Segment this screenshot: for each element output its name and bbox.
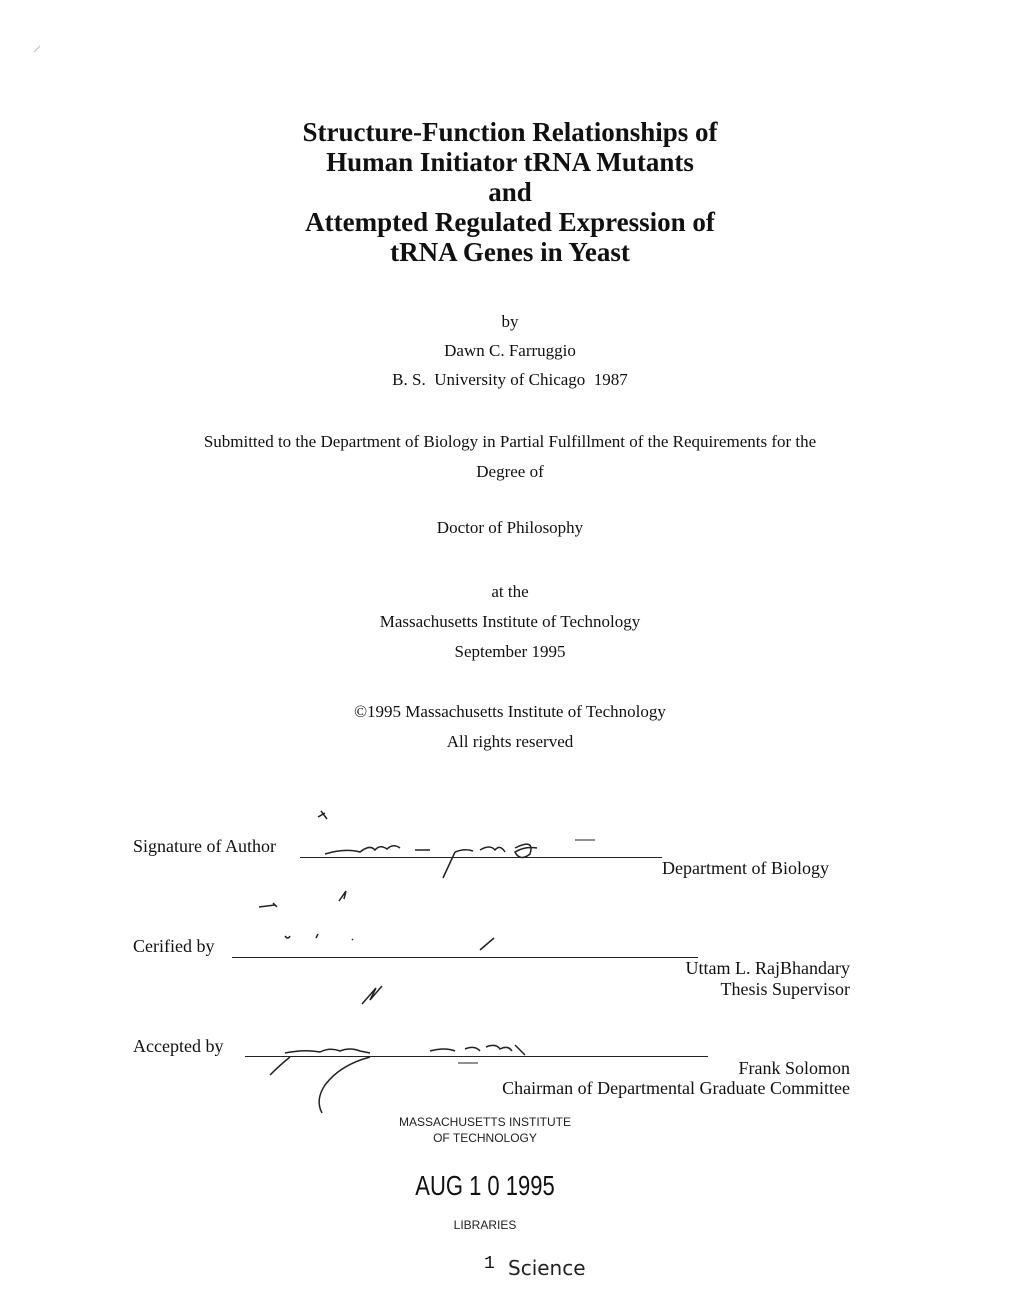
stamp-date: AUG 1 0 1995 xyxy=(415,1170,555,1202)
institution-block xyxy=(0,577,1020,667)
author-signature-label: Signature of Author xyxy=(133,836,276,856)
degree-name: Doctor of Philosophy xyxy=(436,518,584,537)
author-department: Department of Biology xyxy=(662,858,829,878)
rights-line: All rights reserved xyxy=(446,732,574,751)
degree-of: Degree of xyxy=(476,462,544,481)
stamp-libraries: LIBRARIES xyxy=(453,1218,517,1232)
copyright-line: ©1995 Massachusetts Institute of Technology xyxy=(354,702,666,721)
submission-statement xyxy=(0,427,1020,487)
title-line: Human Initiator tRNA Mutants xyxy=(326,147,694,177)
accepted-signature xyxy=(250,1035,550,1115)
submission-line: Submitted to the Department of Biology in Partial Fulfillment of the Requirements for the xyxy=(203,432,817,451)
certified-label: Cerified by xyxy=(133,936,215,956)
title-line: and xyxy=(488,177,532,207)
title-line: tRNA Genes in Yeast xyxy=(390,237,630,267)
ink-mark xyxy=(255,885,285,915)
accepted-label: Accepted by xyxy=(133,1036,224,1056)
scan-speck xyxy=(30,40,50,60)
byline xyxy=(0,307,1020,394)
ink-mark xyxy=(315,805,335,825)
title-line: Structure-Function Relationships of xyxy=(302,117,718,147)
stamp-institution: MASSACHUSETTS INSTITUTE xyxy=(398,1115,571,1129)
page-number: 1 xyxy=(484,1254,495,1274)
ink-mark xyxy=(334,887,354,907)
prior-degree: B. S. University of Chicago 1987 xyxy=(392,370,628,389)
at-the: at the xyxy=(491,582,529,601)
submission-date: September 1995 xyxy=(454,642,566,661)
author-signature xyxy=(315,830,615,880)
thesis-title xyxy=(0,117,1020,267)
stamp-technology: OF TECHNOLOGY xyxy=(433,1131,537,1145)
copyright-block xyxy=(0,697,1020,757)
certified-signature xyxy=(280,928,540,958)
by-label: by xyxy=(501,312,519,331)
author-name: Dawn C. Farruggio xyxy=(444,341,576,360)
library-stamp xyxy=(370,1114,600,1146)
handwritten-note: Science xyxy=(508,1256,586,1280)
chair-name: Frank Solomon xyxy=(738,1058,850,1078)
title-line: Attempted Regulated Expression of xyxy=(305,207,715,237)
supervisor-name: Uttam L. RajBhandary xyxy=(685,958,850,978)
institution-name: Massachusetts Institute of Technology xyxy=(379,612,641,631)
chair-title: Chairman of Departmental Graduate Committee xyxy=(502,1078,850,1098)
ink-mark xyxy=(356,980,396,1010)
supervisor-title: Thesis Supervisor xyxy=(720,979,850,999)
